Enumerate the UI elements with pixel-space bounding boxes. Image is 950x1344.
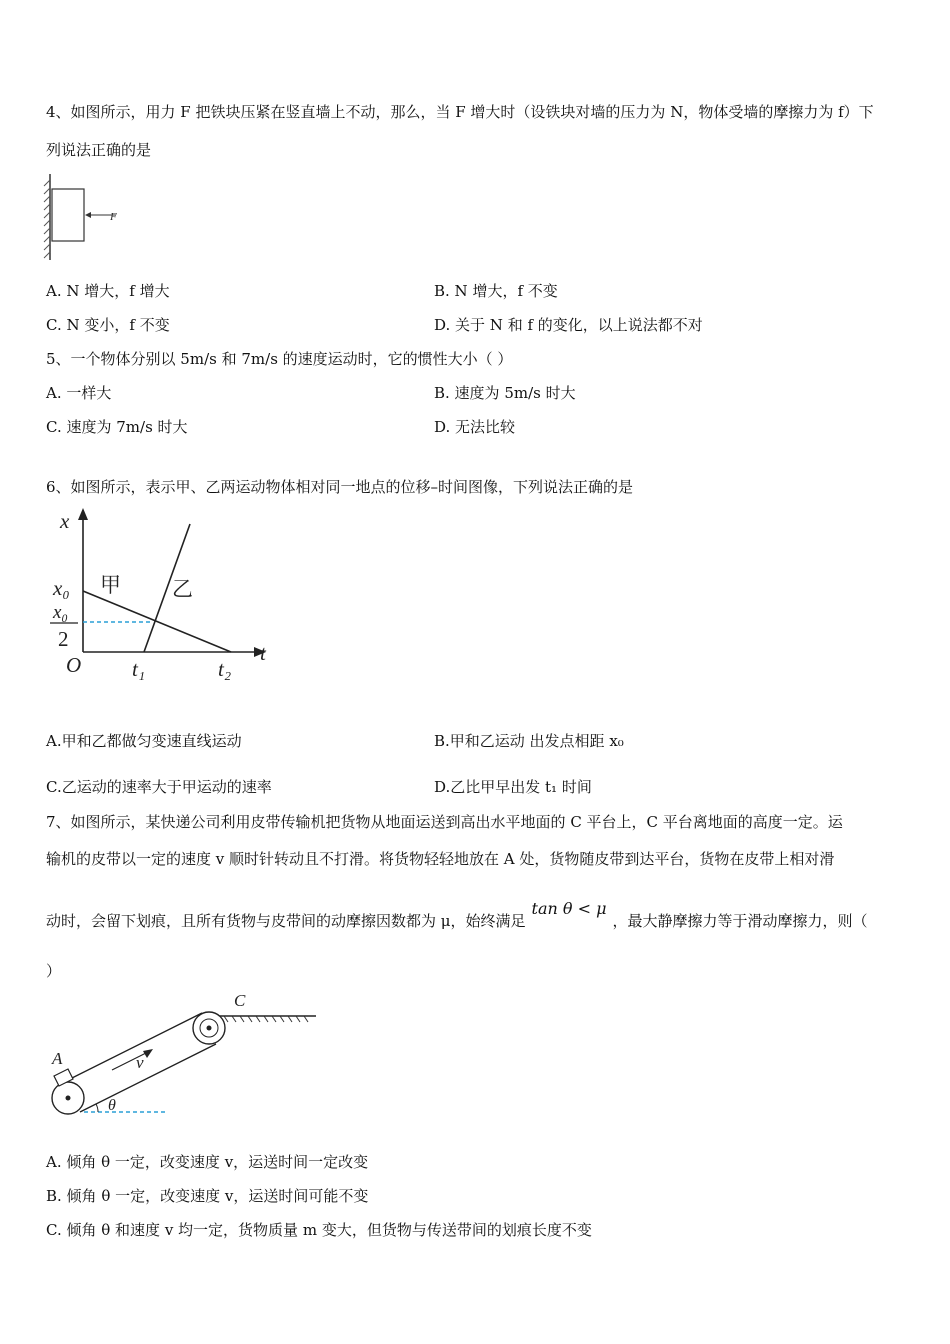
origin-label: O [66, 653, 82, 677]
q5-option-a: A. 一样大 [46, 384, 112, 402]
q4-figure [40, 172, 140, 264]
q5-stem: 5、一个物体分别以 5m/s 和 7m/s 的速度运动时，它的惯性大小（ ） [46, 350, 513, 368]
q7-option-a: A. 倾角 θ 一定，改变速度 v，运送时间一定改变 [46, 1153, 369, 1171]
q6-option-d: D.乙比甲早出发 t₁ 时间 [434, 778, 592, 796]
q6-graph [40, 504, 280, 690]
q4-option-c: C. N 变小，f 不变 [46, 316, 170, 334]
label-v: v [136, 1053, 144, 1072]
q4-option-b: B. N 增大，f 不变 [434, 282, 558, 300]
q6-option-b: B.甲和乙运动 出发点相距 x₀ [434, 732, 624, 750]
y-axis-arrow [78, 508, 88, 520]
belt-top [62, 1013, 202, 1083]
x-axis-label: t [260, 641, 266, 665]
label-C: C [234, 991, 246, 1010]
y-tick-half-denominator: 2 [58, 627, 69, 651]
y-tick-x0: x₀ [53, 576, 70, 600]
q7-stem-line4: ） [46, 962, 62, 980]
label-yi: 乙 [172, 577, 193, 601]
q7-formula: tan θ < μ [531, 899, 607, 918]
q4-option-d: D. 关于 N 和 f 的变化，以上说法都不对 [434, 316, 703, 334]
y-tick-half-numerator: x₀ [53, 602, 69, 623]
q6-option-a: A.甲和乙都做匀变速直线运动 [46, 732, 242, 750]
t2-label: t₂ [218, 657, 232, 681]
y-axis-label: x [60, 509, 70, 533]
q5-option-b: B. 速度为 5m/s 时大 [434, 384, 576, 402]
t1-label: t₁ [132, 657, 146, 681]
q7-stem-line3-pre: 动时，会留下划痕，且所有货物与皮带间的动摩擦因数都为 μ，始终满足 [46, 912, 526, 930]
q4-stem-line2: 列说法正确的是 [46, 141, 152, 159]
q7-figure [40, 988, 330, 1120]
q7-option-b: B. 倾角 θ 一定，改变速度 v，运送时间可能不变 [46, 1187, 369, 1205]
q6-option-c: C.乙运动的速率大于甲运动的速率 [46, 778, 272, 796]
q7-stem-line3-post: ，最大静摩擦力等于滑动摩擦力，则（ [612, 912, 868, 930]
q6-stem: 6、如图所示，表示甲、乙两运动物体相对同一地点的位移–时间图像，下列说法正确的是 [46, 478, 634, 496]
q7-stem-line3 [46, 899, 868, 931]
q5-option-c: C. 速度为 7m/s 时大 [46, 418, 188, 436]
q7-stem-line2: 输机的皮带以一定的速度 v 顺时针转动且不打滑。将货物轻轻地放在 A 处，货物随皮带到达平台，货物在皮带上相对滑 [46, 850, 835, 868]
q4-option-a: A. N 增大，f 增大 [46, 282, 170, 300]
label-jia: 甲 [100, 573, 121, 597]
q7-stem-line1: 7、如图所示，某快递公司利用皮带传输机把货物从地面运送到高出水平地面的 C 平台上，C 平台离地面的高度一定。运 [46, 813, 843, 831]
label-A: A [52, 1049, 63, 1068]
q4-stem-line1: 4、如图所示，用力 F 把铁块压紧在竖直墙上不动，那么，当 F 增大时（设铁块对墙的压力为 N，物体受墙的摩擦力为 f）下 [46, 103, 874, 121]
q5-option-d: D. 无法比较 [434, 418, 516, 436]
label-theta: θ [108, 1097, 116, 1114]
q4-force-label: F [110, 211, 117, 223]
q7-option-c: C. 倾角 θ 和速度 v 均一定，货物质量 m 变大，但货物与传送带间的划痕长度不变 [46, 1221, 592, 1239]
